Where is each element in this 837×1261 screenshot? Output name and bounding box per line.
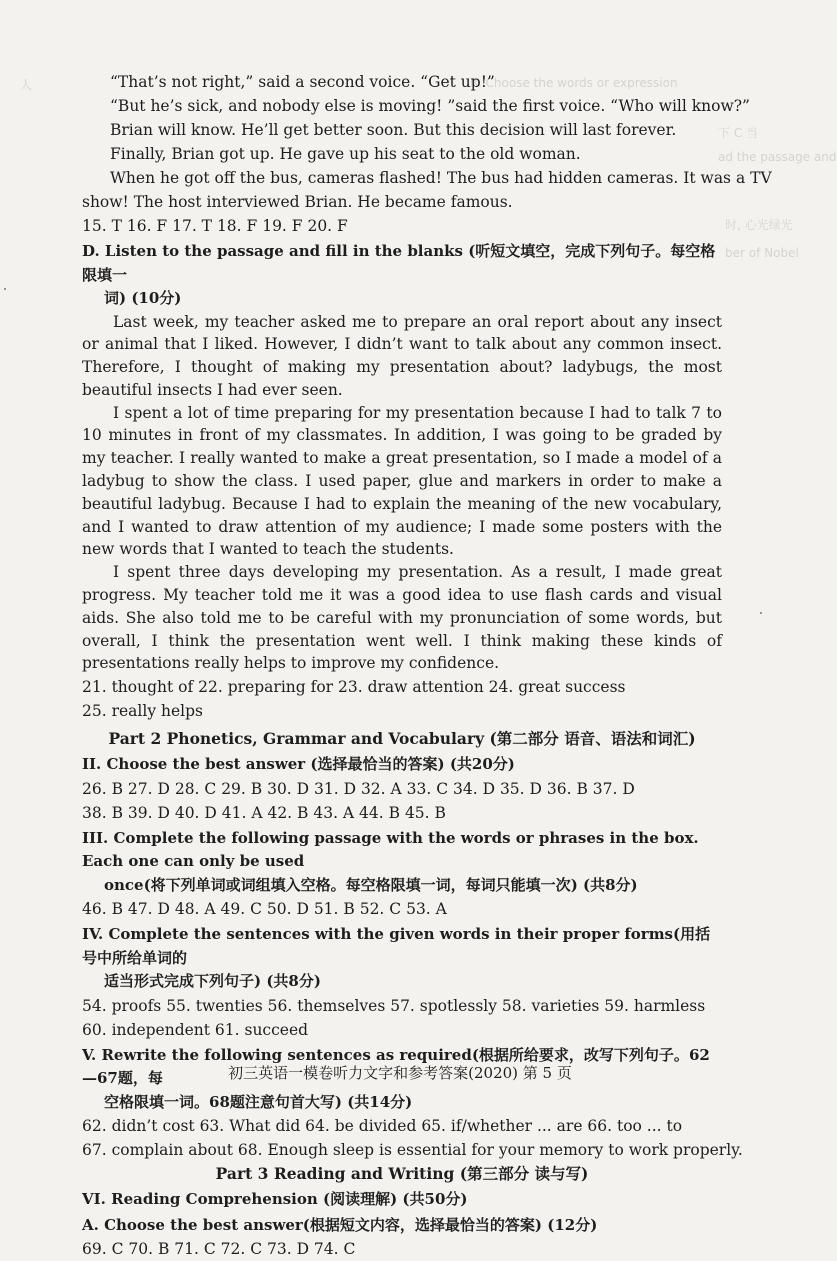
passage-paragraph: I spent three days developing my presentation. As a result, I made great progress. My teacher told me it was a good idea to use flash cards and visual aids. She also told me to be careful with my pronunciation of some words, but overall, I think the presentation went well. I think making these kinds of presentations really helps to improve my confidence. [82,563,722,673]
dialogue-line: “That’s not right,” said a second voice. “Get up!” [110,73,495,91]
section-v-heading-cont: 空格限填一词。68题注意句首大写) (共14分) [104,1092,413,1111]
section-iv-heading [82,923,722,994]
bleed-through-mark: ber of Nobel [725,246,799,260]
dialogue-line: Brian will know. He’ll get better soon. But this decision will last forever. [110,121,677,139]
dialogue-line: Finally, Brian got up. He gave up his seat to the old woman. [110,145,581,163]
section-iii-heading-text: III. Complete the following passage with the words or phrases in the box. Each one can only be used [82,828,699,871]
section-iii-heading [82,827,722,898]
section-ii-heading: II. Choose the best answer (选择最恰当的答案) (共20分) [82,755,515,774]
answers-38-45: 38. B 39. D 40. D 41. A 42. B 43. A 44. B 45. B [82,803,446,822]
passage-paragraph: Last week, my teacher asked me to prepare an oral report about any insect or animal that I liked. However, I didn’t want to talk about any common insect. Therefore, I thought of making my presentation about? ladybugs, the most beautiful insects I had ever seen. [82,312,722,399]
page-footer: 初三英语一模卷听力文字和参考答案(2020) 第 5 页 [228,1064,572,1082]
bleed-through-text: R. Choose the words or expression [470,76,678,90]
bleed-through-mark: 时, 心光绿光 [725,218,793,232]
answers-69-74: 69. C 70. B 71. C 72. C 73. D 74. C [82,1240,356,1259]
answers-26-37: 26. B 27. D 28. C 29. B 30. D 31. D 32. A 33. C 34. D 35. D 36. B 37. D [82,779,635,798]
section-d-heading-cont: 词) (10分) [104,289,182,307]
bleed-through-mark: ad the passage and [718,150,837,164]
answers-15-20: 15. T 16. F 17. T 18. F 19. F 20. F [82,217,348,235]
bleed-through-mark: 人 [20,78,33,92]
dialogue-line: show! The host interviewed Brian. He became famous. [82,193,513,211]
dialogue-line: When he got off the bus, cameras flashed! The bus had hidden cameras. It was a TV [110,169,772,187]
part3-title: Part 3 Reading and Writing (第三部分 读与写) [215,1164,589,1184]
answers-54-59: 54. proofs 55. twenties 56. themselves 57. spotlessly 58. varieties 59. harmless [82,996,706,1015]
answers-46-53: 46. B 47. D 48. A 49. C 50. D 51. B 52. C 53. A [82,900,447,919]
section-d-heading [82,240,722,311]
section-a-heading: A. Choose the best answer(根据短文内容，选择最恰当的答案) (12分) [82,1215,598,1234]
answers-67-68: 67. complain about 68. Enough sleep is essential for your memory to work properly. [82,1141,743,1160]
section-vi-heading: VI. Reading Comprehension (阅读理解) (共50分) [82,1190,468,1209]
answers-60-61: 60. independent 61. succeed [82,1020,309,1039]
passage-paragraph: I spent a lot of time preparing for my presentation because I had to talk 7 to 10 minutes in front of my classmates. In addition, I was going to be graded by my teacher. I really wanted to make a great presentation, so I made a model of a ladybug to show the class. I used paper, glue and markers in order to make a beautiful ladybug. Because I had to explain the meaning of the new vocabulary, and I wanted to draw attention of my audience; I made some posters with the new words that I wanted to teach the students. [82,403,722,559]
dialogue-line: “But he’s sick, and nobody else is moving! ”said the first voice. “Who will know?” [110,97,750,115]
speck [4,288,6,290]
section-v-heading-text: V. Rewrite the following sentences as required(根据所给要求，改写下列句子。62—67题，每 [82,1045,710,1088]
speck [760,612,762,614]
section-d-heading-text: D. Listen to the passage and fill in the blanks (听短文填空，完成下列句子。每空格限填一 [82,242,716,284]
answers-62-66: 62. didn’t cost 63. What did 64. be divided 65. if/whether ... are 66. too ... to [82,1117,683,1136]
section-iv-heading-text: IV. Complete the sentences with the given words in their proper forms(用括号中所给单词的 [82,925,711,967]
section-iii-heading-cont: once(将下列单词或词组填入空格。每空格限填一词，每词只能填一次) (共8分) [104,875,638,894]
section-iv-heading-cont: 适当形式完成下列句子) (共8分) [104,972,321,991]
part2-title: Part 2 Phonetics, Grammar and Vocabulary (第二部分 语音、语法和词汇) [108,729,696,749]
answers-21-24: 21. thought of 22. preparing for 23. draw attention 24. great success [82,678,626,697]
bleed-through-mark: 下 C 当 [718,126,759,140]
answers-25: 25. really helps [82,702,203,721]
